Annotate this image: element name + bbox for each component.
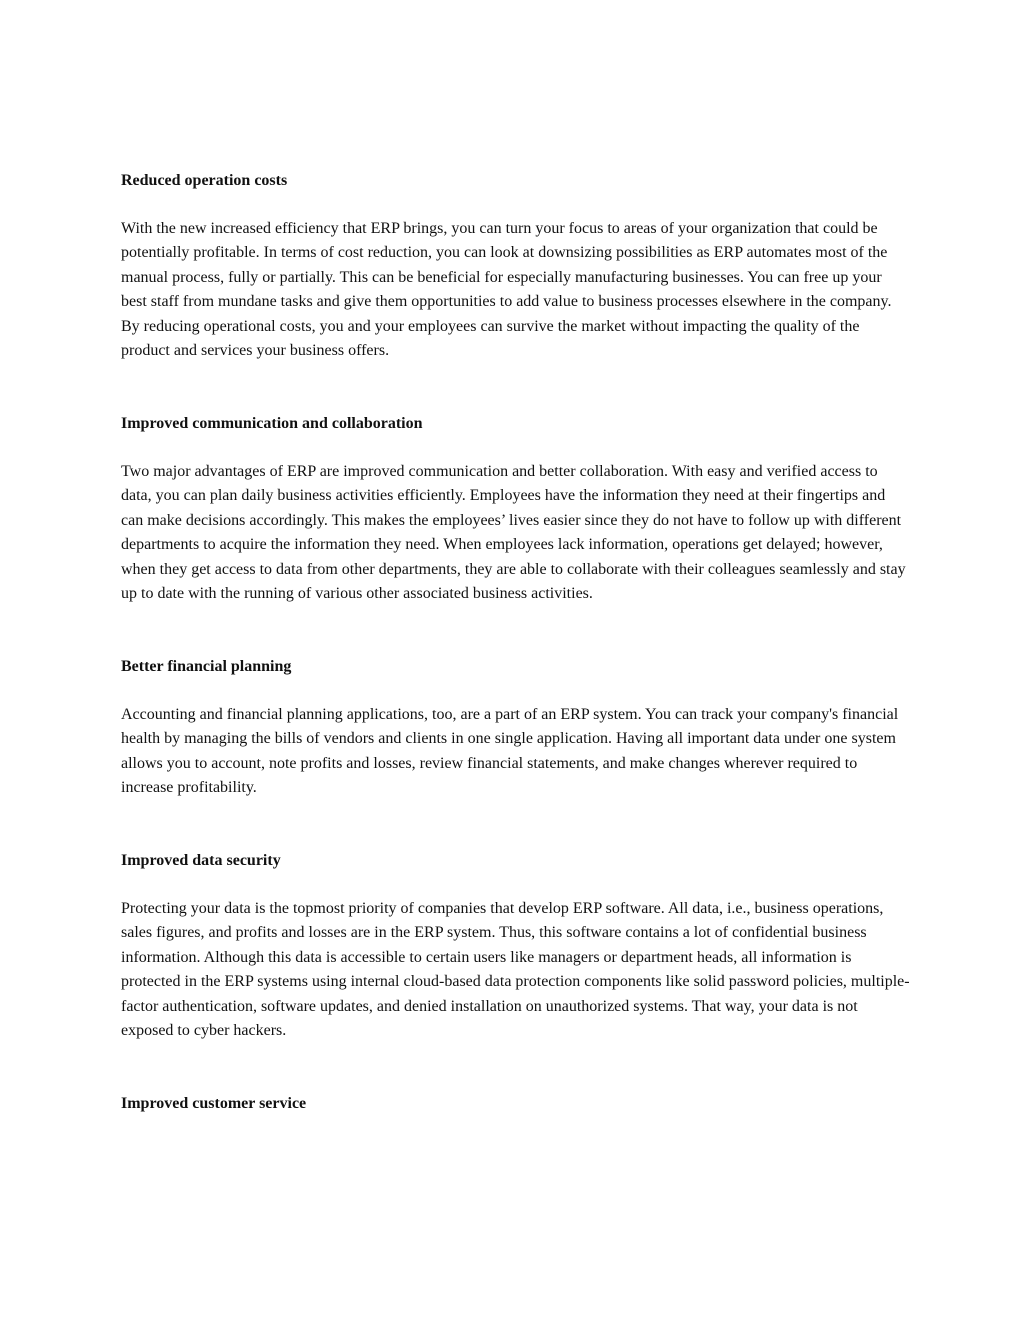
section-paragraph: Two major advantages of ERP are improved communication and better collaboration. With easy and verified access to data, you can plan daily business activities efficiently. Employees have the information they need at their fingertips and can make decisions accordingly. This makes the employees’ lives easier since they do not have to follow up with different departments to acquire the information they need. When employees lack information, operations get delayed; however, when they get access to data from other departments, they are able to collaborate with their colleagues seamlessly and stay up to date with the running of various other associated business activities. [121,462,906,602]
section-improved-communication [121,412,911,606]
section-improved-customer-service [121,1092,911,1116]
document-page [121,169,911,1116]
section-heading: Improved data security [121,852,281,869]
section-improved-data-security [121,849,911,1043]
section-reduced-operation-costs [121,169,911,363]
section-heading: Improved communication and collaboration [121,414,423,432]
section-heading: Reduced operation costs [121,172,288,189]
section-paragraph: With the new increased efficiency that ERP brings, you can turn your focus to areas of your organization that could be potentially profitable. In terms of cost reduction, you can look at downsizing possibilities as ERP automates most of the manual process, fully or partially. This can be beneficial for especially manufacturing businesses. You can free up your best staff from mundane tasks and give them opportunities to add value to business processes elsewhere in the company. By reducing operational costs, you and your employees can survive the market without impacting the quality of the product and services your business offers. [121,220,892,360]
section-paragraph: Protecting your data is the topmost priority of companies that develop ERP software. All data, i.e., business operations, sales figures, and profits and losses are in the ERP system. Thus, this software contains a lot of confidential business information. Although this data is accessible to certain users like managers or department heads, all information is protected in the ERP systems using internal cloud-based data protection components like solid password policies, multiple-factor authentication, software updates, and denied installation on unauthorized systems. That way, your data is not exposed to cyber hackers. [121,900,910,1040]
section-heading: Improved customer service [121,1094,307,1112]
section-paragraph: Accounting and financial planning applications, too, are a part of an ERP system. You can track your company's financial health by managing the bills of vendors and clients in one single application. Having all important data under one system allows you to account, note profits and losses, review financial statements, and make changes wherever required to increase profitability. [121,705,899,797]
section-better-financial-planning [121,655,911,801]
section-heading: Better financial planning [121,657,292,675]
